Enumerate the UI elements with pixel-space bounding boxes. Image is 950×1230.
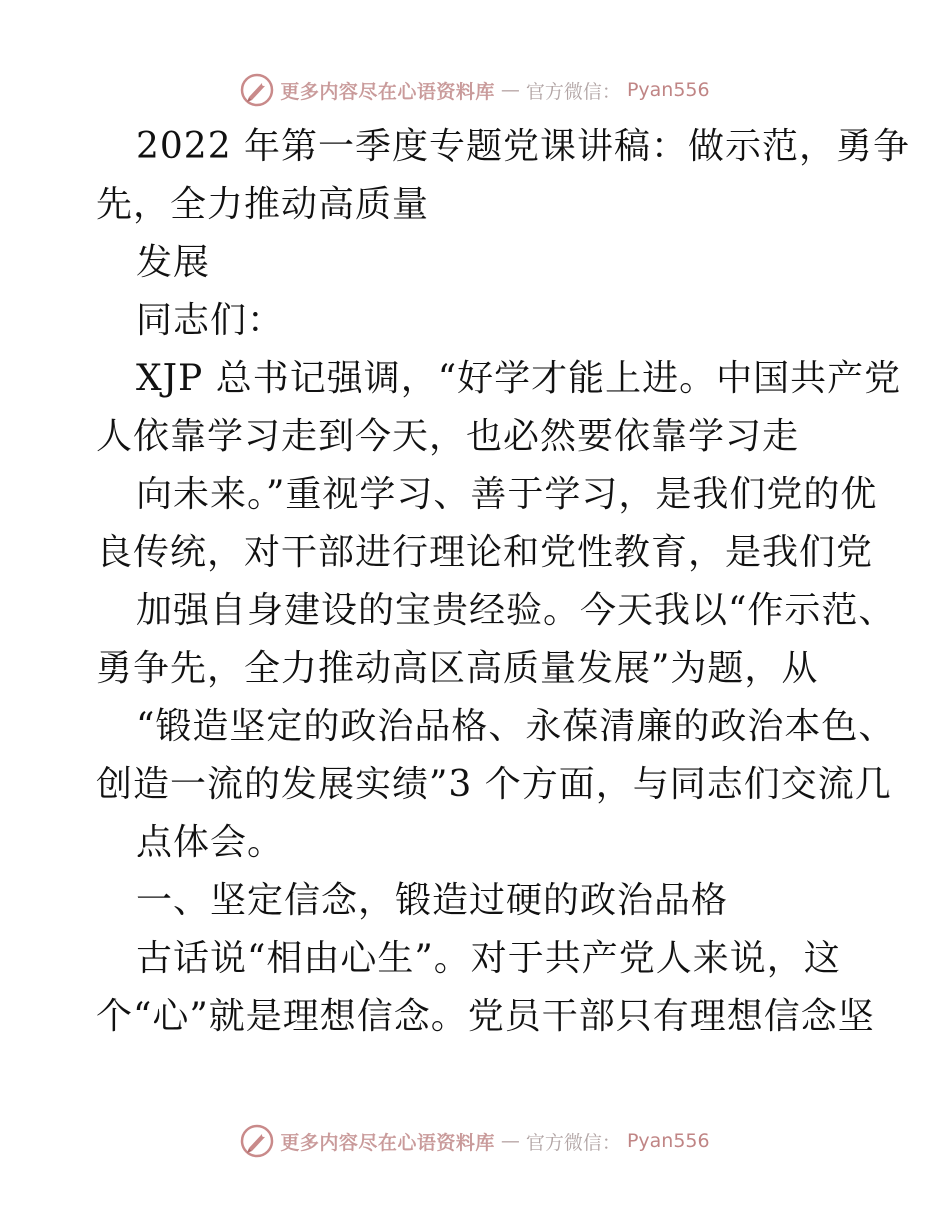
watermark-wechat-label: 官方微信：: [525, 1131, 621, 1154]
paragraph-line: “锻造坚定的政治品格、永葆清廉的政治本色、: [136, 706, 896, 747]
paragraph-line: 点体会。: [136, 822, 285, 863]
paragraph-line: XJP 总书记强调，“好学才能上进。中国共产党: [136, 358, 902, 399]
title-line-3: 发展: [136, 242, 211, 283]
watermark-dash: —: [500, 1130, 520, 1152]
pen-logo-icon: [240, 1124, 274, 1158]
paragraph-line: 加强自身建设的宝贵经验。今天我以“作示范、: [136, 590, 896, 631]
section-heading: 一、坚定信念，锻造过硬的政治品格: [136, 880, 729, 921]
paragraph-line: 人依靠学习走到今天，也必然要依靠学习走: [96, 416, 800, 457]
title-line-2: 先，全力推动高质量: [96, 184, 430, 225]
watermark-wechat-label: 官方微信：: [525, 80, 621, 103]
paragraph-line: 向未来。”重视学习、善于学习，是我们党的优: [136, 474, 878, 515]
paragraph-line: 勇争先，全力推动高区高质量发展”为题，从: [96, 648, 819, 689]
watermark-text: 更多内容尽在心语资料库: [280, 1131, 495, 1154]
watermark-text: 更多内容尽在心语资料库: [280, 80, 495, 103]
watermark-wechat-id: Pyan556: [626, 1130, 710, 1152]
paragraph-line: 古话说“相由心生”。对于共产党人来说，这: [136, 938, 841, 979]
paragraph-line: 个“心”就是理想信念。党员干部只有理想信念坚: [96, 996, 875, 1037]
salutation: 同志们：: [136, 300, 285, 341]
paragraph-line: 创造一流的发展实绩”3 个方面，与同志们交流几: [96, 764, 892, 805]
footer-watermark: [0, 1124, 950, 1158]
title-line-1: 2022 年第一季度专题党课讲稿：做示范，勇争: [136, 126, 911, 167]
watermark-wechat-id: Pyan556: [626, 79, 710, 101]
paragraph-line: 良传统，对干部进行理论和党性教育，是我们党: [96, 532, 874, 573]
watermark-dash: —: [500, 79, 520, 101]
